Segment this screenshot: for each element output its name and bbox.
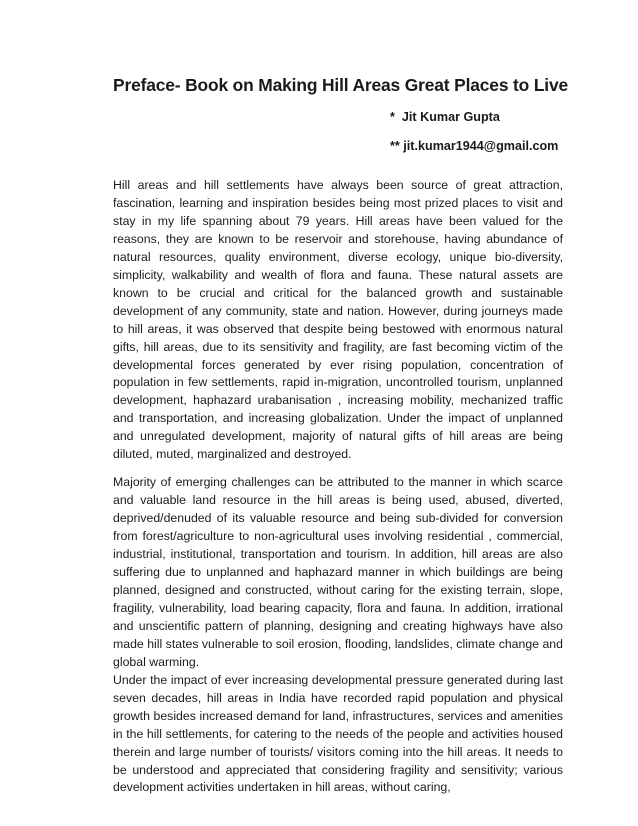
paragraph-2: Majority of emerging challenges can be attributed to the manner in which scarce and valuable land resource in the hill areas is being used, abused, diverted, deprived/denuded of its valuable resource and being sub-divided for conversion from forest/agriculture to non-agricultural uses involving residential , commercial, industrial, institutional, transportation and tourism. In addition, hill areas are also suffering due to unplanned and haphazard manner in which buildings are being planned, designed and constructed, without caring for the existing terrain, slope, fragility, vulnerability, load bearing capacity, flora and fauna. In addition, irrational and unscientific pattern of planning, designing and creating highways have also made hill states vulnerable to soil erosion, flooding, landslides, climate change and global warming.: [113, 475, 563, 669]
document-body: [113, 177, 563, 797]
document-title: Preface- Book on Making Hill Areas Great Places to Live: [113, 75, 569, 95]
author-name: * Jit Kumar Gupta: [390, 110, 500, 124]
paragraph-3: Under the impact of ever increasing developmental pressure generated during last seven decades, hill areas in India have recorded rapid population and physical growth besides increased demand for land, infrastructures, services and amenities in the hill settlements, for catering to the needs of the people and activities housed therein and large number of tourists/ visitors coming into the hill areas. It needs to be understood and appreciated that considering fragility and sensitivity; various development activities undertaken in hill areas, without caring,: [113, 672, 563, 795]
author-email: ** jit.kumar1944@gmail.com: [390, 139, 559, 153]
paragraph-1: Hill areas and hill settlements have always been source of great attraction, fascination, learning and inspiration besides being most prized places to visit and stay in my life spanning about 79 years. Hill areas have been valued for the reasons, they are known to be reservoir and storehouse, having abundance of natural resources, quality environment, diverse ecology, unique bio-diversity, simplicity, walkability and wealth of flora and fauna. These natural assets are known to be crucial and critical for the balanced growth and sustainable development of any community, state and nation. However, during journeys made to hill areas, it was observed that despite being bestowed with enormous natural gifts, hill areas, due to its sensitivity and fragility, are fast becoming victim of the developmental forces generated by ever rising population, concentration of population in few settlements, rapid in-migration, uncontrolled tourism, unplanned development, haphazard urabanisation , increasing mobility, mechanized traffic and transportation, and increasing globalization. Under the impact of unplanned and unregulated development, majority of natural gifts of hill areas are being diluted, muted, marginalized and destroyed.: [113, 178, 563, 462]
